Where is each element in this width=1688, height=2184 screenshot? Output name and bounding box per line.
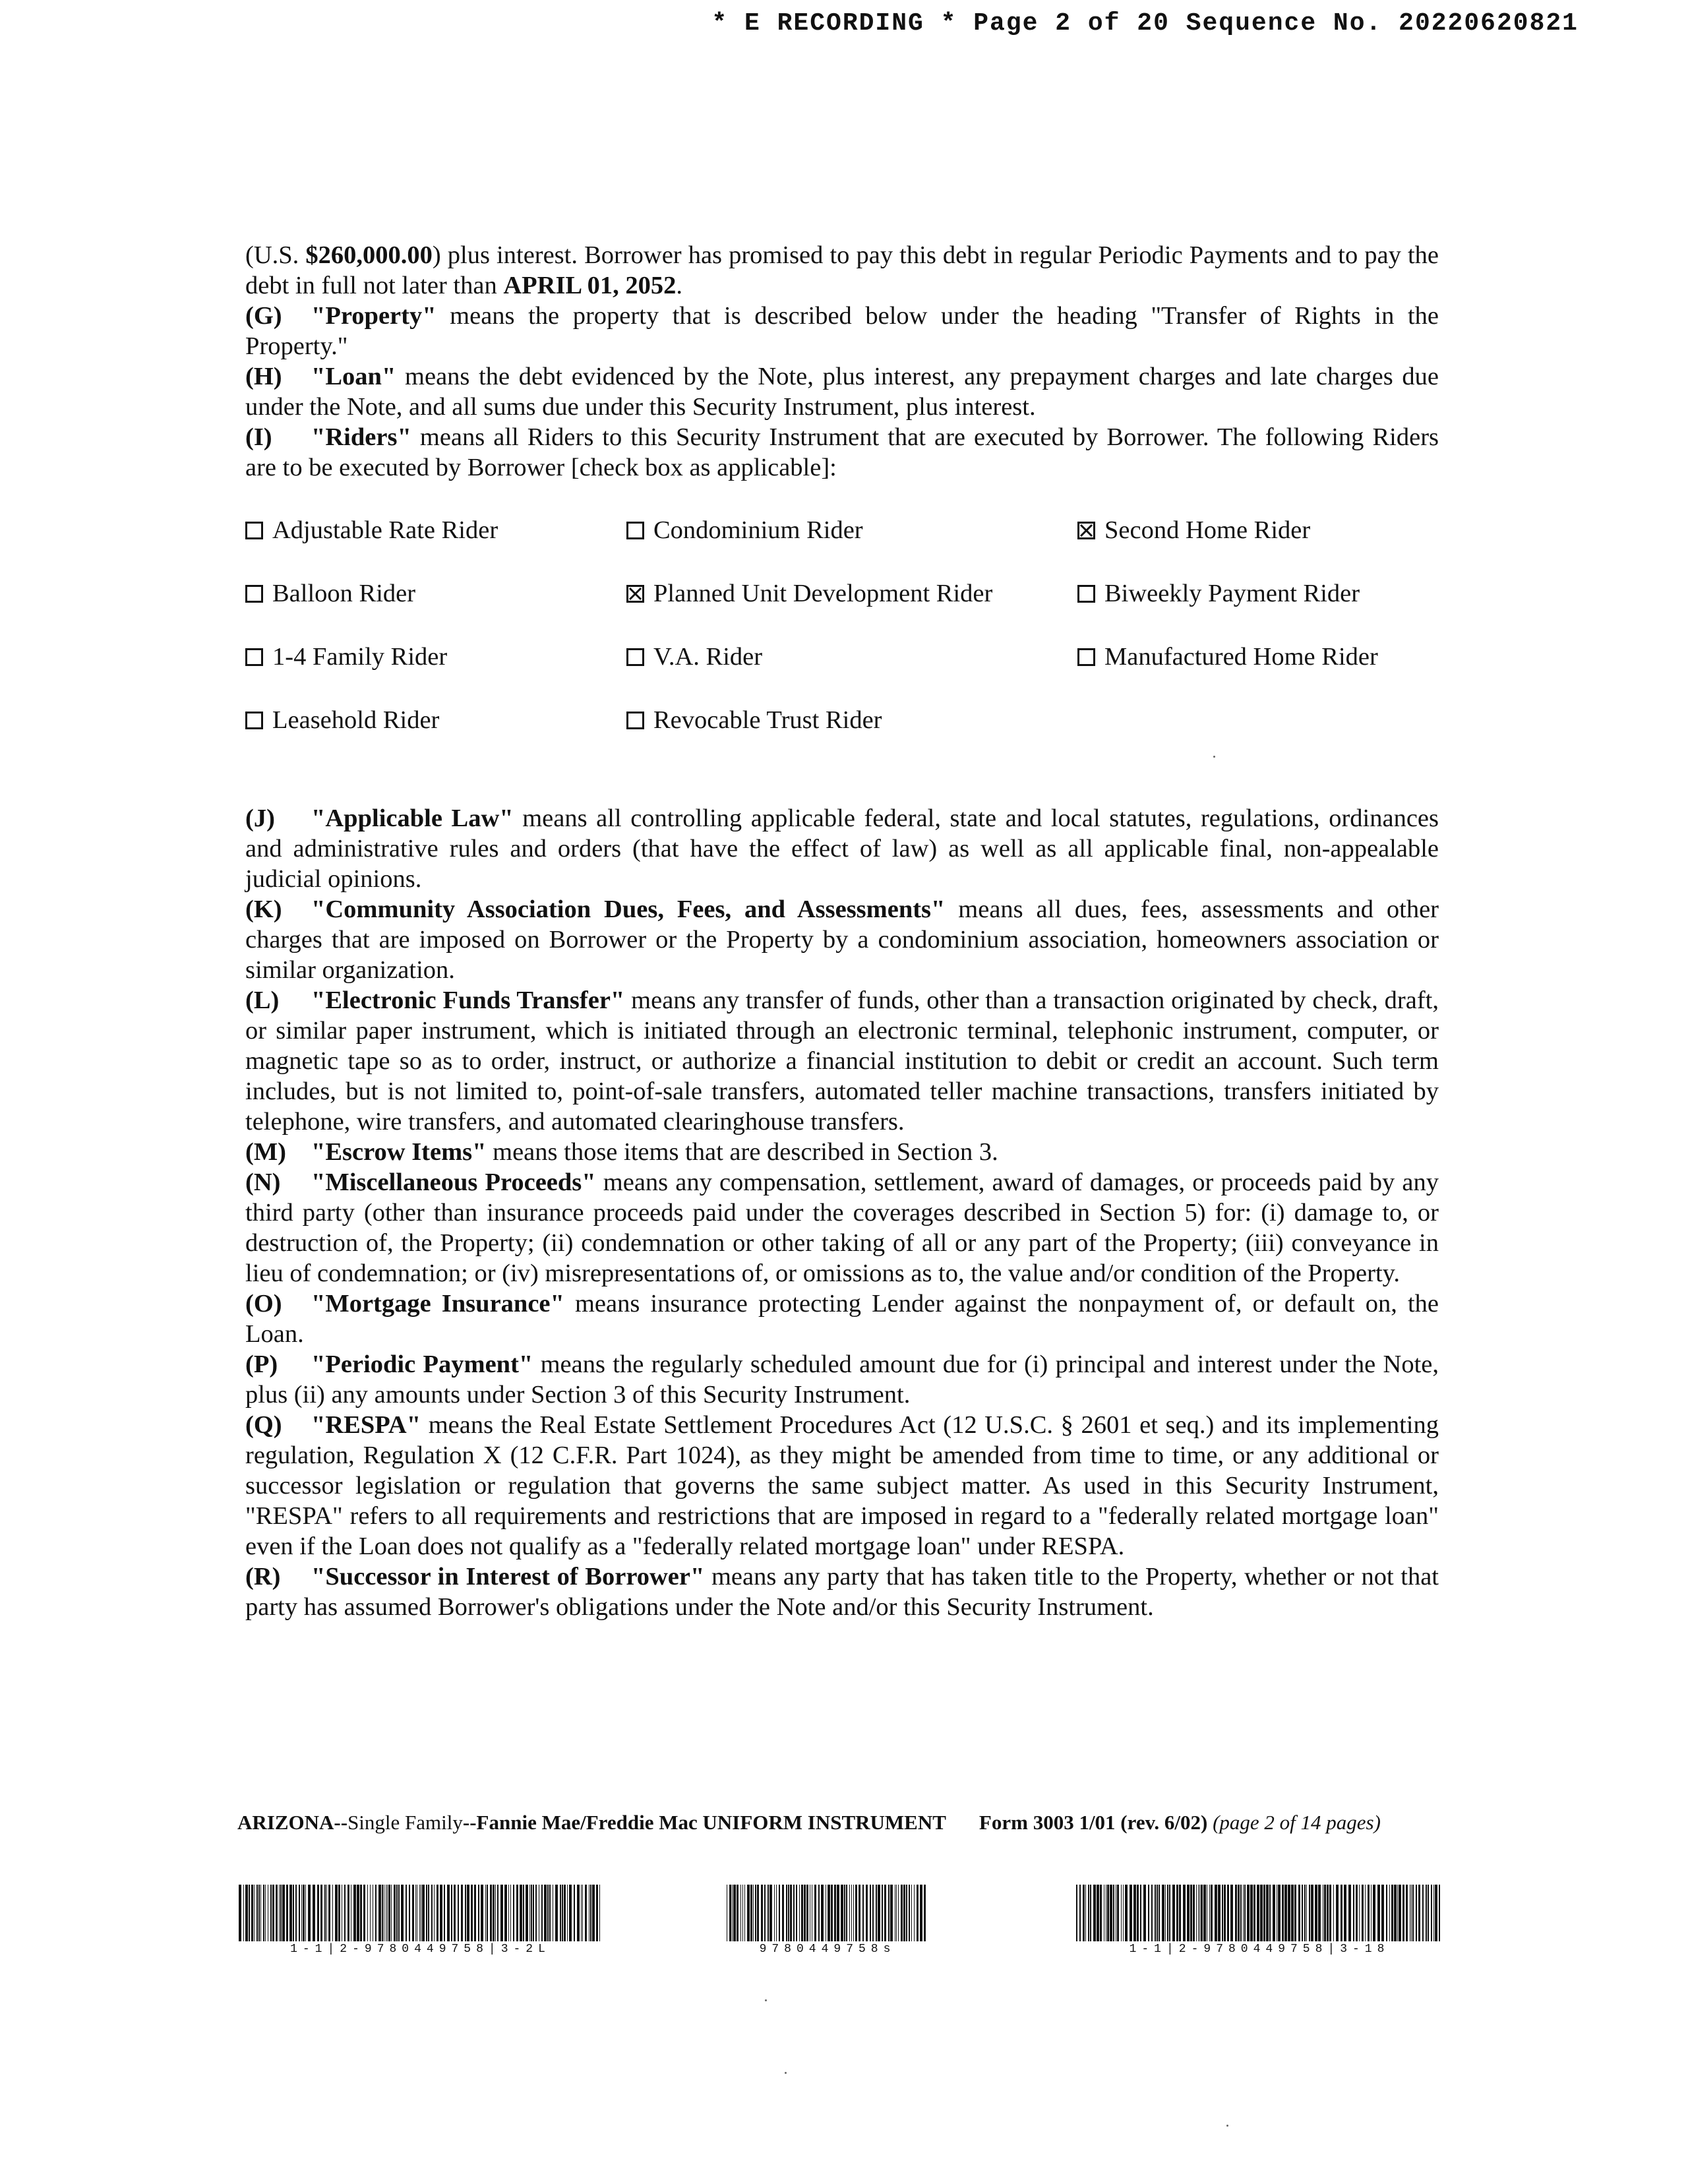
scan-speck [1213, 756, 1215, 758]
definition-term: "Miscellaneous Proceeds" [311, 1168, 596, 1196]
definition-label: (M) [245, 1138, 286, 1166]
definition-label: (R) [245, 1563, 281, 1591]
definition-term: "Electronic Funds Transfer" [311, 986, 625, 1014]
rider-row [245, 516, 1452, 579]
definition-label: (H) [245, 363, 282, 390]
barcode-bars [1075, 1885, 1444, 1941]
unchecked-box-icon [626, 712, 644, 729]
barcode-left [237, 1885, 603, 1956]
rider-row [245, 642, 1452, 706]
barcode-center [725, 1885, 930, 1956]
definition-i [245, 422, 1439, 483]
unchecked-box-icon [1077, 585, 1095, 603]
rider-label: V.A. Rider [653, 643, 763, 671]
definition-paragraph [245, 1289, 1439, 1349]
definition-h [245, 361, 1439, 422]
definition-text: means all Riders to this Security Instrument that are executed by Borrower. The following Riders are to be executed by Borrower [check box as applicable]: [245, 423, 1439, 481]
rider-option [626, 642, 762, 671]
definition-label: (Q) [245, 1411, 282, 1439]
definition-paragraph [245, 894, 1439, 985]
rider-option [626, 579, 992, 608]
barcode-bars [237, 1885, 603, 1941]
recording-header: * E RECORDING * Page 2 of 20 Sequence No. 20220620821 [711, 9, 1579, 38]
footer-state: ARIZONA [237, 1811, 334, 1834]
loan-amount: $260,000.00 [305, 241, 433, 269]
footer-dash: -- [334, 1811, 348, 1834]
footer-form-number: Form 3003 1/01 (rev. 6/02) [979, 1811, 1208, 1834]
definition-paragraph [245, 1167, 1439, 1289]
footer-dash: -- [462, 1811, 477, 1834]
scan-speck [1226, 2125, 1228, 2127]
definition-text: means any party that has taken title to the Property, whether or not that party has assumed Borrower's obligations under the Note and/or this Security Instrument. [245, 1563, 1439, 1621]
definition-paragraph [245, 1349, 1439, 1410]
rider-option [245, 642, 447, 671]
checked-box-icon [1077, 522, 1095, 539]
maturity-date: APRIL 01, 2052 [503, 272, 677, 299]
definition-paragraph [245, 1137, 1439, 1167]
definition-term: "Mortgage Insurance" [311, 1290, 564, 1318]
definition-text: means the debt evidenced by the Note, plus interest, any prepayment charges and late charges due under the Note, and all sums due under this Security Instrument, plus interest. [245, 363, 1439, 421]
rider-label: Second Home Rider [1104, 516, 1311, 544]
text-run: ) plus interest. Borrower has promised to pay this debt in regular Periodic Payments and to pay the debt in full not later than [245, 241, 1439, 299]
rider-option [245, 579, 415, 608]
definition-text: means any compensation, settlement, award of damages, or proceeds paid by any third party (other than insurance proceeds paid under the coverages described in Section 5) for: (i) damage to, or destruction of, the Property; (ii) condemnation or other taking of all or any part of the Property; (iii) conveyance in lieu of condemnation; or (iv) misrepresentations of, or omissions as to, the value and/or condition of the Property. [245, 1168, 1439, 1287]
definition-label: (K) [245, 895, 282, 923]
rider-row [245, 579, 1452, 642]
definition-paragraph [245, 803, 1439, 894]
rider-row [245, 706, 1452, 769]
unchecked-box-icon [626, 648, 644, 666]
definition-label: (I) [245, 423, 272, 451]
rider-label: Condominium Rider [653, 516, 863, 544]
definition-term: "Loan" [311, 363, 396, 390]
definition-label: (N) [245, 1168, 281, 1196]
footer-family: Single Family [347, 1811, 463, 1834]
scan-speck [765, 1999, 767, 2001]
rider-option [1077, 516, 1310, 545]
definition-paragraph [245, 1562, 1439, 1622]
rider-label: Balloon Rider [272, 580, 416, 607]
rider-label: Adjustable Rate Rider [272, 516, 498, 544]
riders-checklist [245, 516, 1452, 769]
definitions-section [245, 803, 1439, 1622]
definition-term: "RESPA" [311, 1411, 421, 1439]
definition-text: means all controlling applicable federal, state and local statutes, regulations, ordinances and administrative rules and orders (that have the effect of law) as well as all applicable final, non-appealable judicial opinions. [245, 804, 1439, 893]
definition-term: "Property" [311, 302, 437, 330]
definition-text: means any transfer of funds, other than a transaction originated by check, draft, or similar paper instrument, which is initiated through an electronic terminal, telephonic instrument, computer, or magnetic tape so as to order, instruct, or authorize a financial institution to debit or credit an account. Such term includes, but is not limited to, point-of-sale transfers, automated teller machine transactions, transfers initiated by telephone, wire transfers, and automated clearinghouse transfers. [245, 986, 1439, 1136]
barcode-right [1075, 1885, 1444, 1956]
rider-option [1077, 642, 1378, 671]
definition-text: means all dues, fees, assessments and other charges that are imposed on Borrower or the Property by a condominium association, homeowners association or similar organization. [245, 895, 1439, 984]
barcode-bars [725, 1885, 930, 1941]
rider-label: Biweekly Payment Rider [1104, 580, 1360, 607]
unchecked-box-icon [626, 522, 644, 539]
unchecked-box-icon [1077, 648, 1095, 666]
top-section [245, 240, 1439, 483]
form-footer [237, 1811, 1381, 1835]
definition-text: means those items that are described in Section 3. [486, 1138, 998, 1166]
barcode-text: 1-1|2-9780449758|3-18 [1129, 1943, 1390, 1956]
definition-term: "Community Association Dues, Fees, and Assessments" [311, 895, 946, 923]
rider-option [245, 706, 439, 735]
rider-label: Planned Unit Development Rider [653, 580, 993, 607]
rider-label: Revocable Trust Rider [653, 706, 882, 734]
definition-text: means the property that is described below under the heading "Transfer of Rights in the Property." [245, 302, 1439, 360]
definition-label: (J) [245, 804, 275, 832]
definition-g [245, 301, 1439, 361]
definition-term: "Applicable Law" [311, 804, 514, 832]
rider-option [626, 706, 882, 735]
scan-speck [785, 2072, 787, 2074]
rider-option [245, 516, 498, 545]
barcode-text: 1-1|2-9780449758|3-2L [290, 1943, 551, 1956]
rider-option [1077, 579, 1360, 608]
rider-label: 1-4 Family Rider [272, 643, 448, 671]
rider-option [626, 516, 863, 545]
unchecked-box-icon [245, 648, 263, 666]
definition-label: (P) [245, 1350, 278, 1378]
definition-label: (L) [245, 986, 280, 1014]
definition-paragraph [245, 1410, 1439, 1562]
definition-term: "Riders" [311, 423, 411, 451]
text-run: (U.S. [245, 241, 306, 269]
footer-instrument: Fannie Mae/Freddie Mac UNIFORM INSTRUMENT [476, 1811, 946, 1834]
barcode-text: 9780449758s [759, 1943, 896, 1956]
unchecked-box-icon [245, 522, 263, 539]
definition-paragraph [245, 985, 1439, 1137]
unchecked-box-icon [245, 585, 263, 603]
definition-text: means the Real Estate Settlement Procedures Act (12 U.S.C. § 2601 et seq.) and its implementing regulation, Regulation X (12 C.F.R. Part 1024), as they might be amended from time to time, or any additional or successor legislation or regulation that governs the same subject matter. As used in this Security Instrument, "RESPA" refers to all requirements and restrictions that are imposed in regard to a "federally related mortgage loan" even if the Loan does not qualify as a "federally related mortgage loan" under RESPA. [245, 1411, 1439, 1560]
definition-label: (O) [245, 1290, 282, 1318]
rider-label: Manufactured Home Rider [1104, 643, 1378, 671]
text-run: . [676, 272, 682, 299]
loan-amount-paragraph [245, 240, 1439, 301]
definition-text: means the regularly scheduled amount due for (i) principal and interest under the Note, plus (ii) any amounts under Section 3 of this Security Instrument. [245, 1350, 1439, 1409]
definition-text: means insurance protecting Lender against the nonpayment of, or default on, the Loan. [245, 1290, 1439, 1348]
footer-page-count: (page 2 of 14 pages) [1213, 1811, 1381, 1834]
rider-label: Leasehold Rider [272, 706, 440, 734]
definition-term: "Escrow Items" [311, 1138, 487, 1166]
definition-term: "Successor in Interest of Borrower" [311, 1563, 705, 1591]
definition-term: "Periodic Payment" [311, 1350, 533, 1378]
definition-label: (G) [245, 302, 282, 330]
unchecked-box-icon [245, 712, 263, 729]
checked-box-icon [626, 585, 644, 603]
